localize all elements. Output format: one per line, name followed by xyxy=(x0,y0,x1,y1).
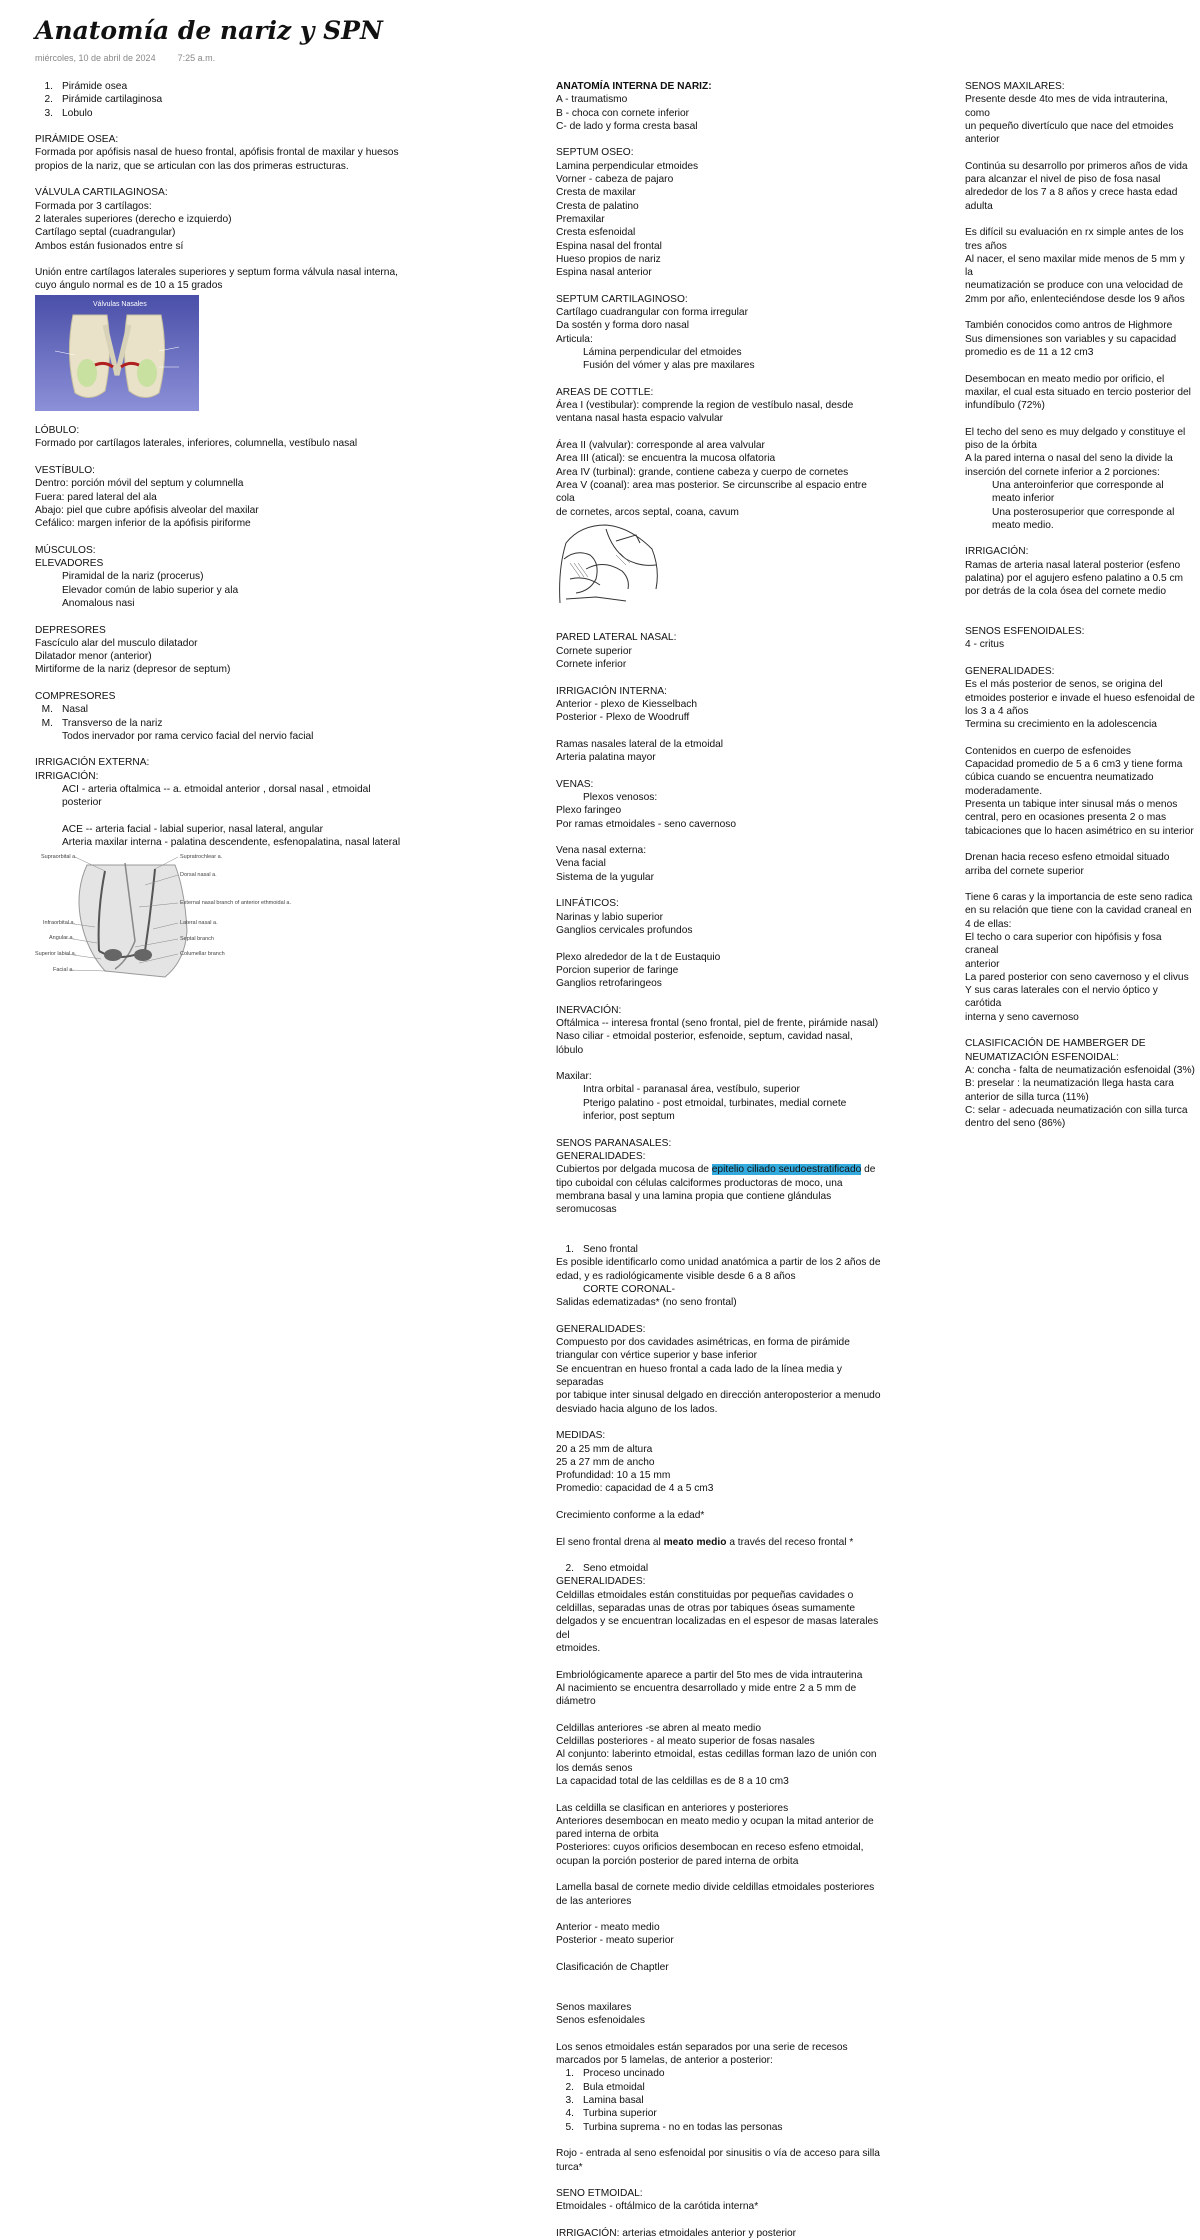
section-heading: IRRIGACIÓN INTERNA: xyxy=(556,685,667,697)
list-item: M. Transverso de la nariz xyxy=(41,717,163,729)
nasal-cavity-sketch xyxy=(556,519,662,605)
diagram-label: Facial a. xyxy=(53,966,74,973)
diagram-label: Lateral nasal a. xyxy=(180,919,218,926)
section-heading: MÚSCULOS: xyxy=(35,544,96,556)
section-heading: SENOS MAXILARES: xyxy=(965,81,1065,92)
section-heading: SEPTUM OSEO: xyxy=(556,147,634,159)
page-time: 7:25 a.m. xyxy=(177,53,216,63)
section-heading: PARED LATERAL NASAL: xyxy=(556,632,677,644)
list-item: 5. Turbina suprema - no en todas las personas xyxy=(565,2121,783,2133)
list-item: 3. Lobulo xyxy=(44,107,93,119)
page-title: Anatomía de nariz y SPN xyxy=(35,16,383,45)
section-heading: SENOS PARANASALES: xyxy=(556,1137,672,1149)
diagram-label: Septal branch xyxy=(180,935,214,942)
section-heading: VENAS: xyxy=(556,778,594,790)
diagram-label: Supraorbital a. xyxy=(41,853,77,860)
list-item: 4. Turbina superior xyxy=(565,2108,657,2120)
section-heading: MEDIDAS: xyxy=(556,1430,606,1442)
section-heading: IRRIGACIÓN EXTERNA: xyxy=(35,757,150,769)
figure-title: Válvulas Nasales xyxy=(93,300,147,308)
list-item: 1. Seno frontal xyxy=(565,1244,638,1256)
column-internal-anatomy: ANATOMÍA INTERNA DE NARIZ: A - traumatismo B - choca con cornete inferior C- de lado y forma cresta basal SEPTUM OSEO: Lamina perpendicular etmoides Vorner - cabeza de pajaro Cresta de maxilar Cresta de palatino Premaxilar Cresta esfenoidal Espina nasal del frontal Hueso propios de nariz Espina nasal anterior SEPTUM CARTILAGINOSO: Cartílago cuadrangular con forma irregular Da sostén y forma doro nasal Articula: Lámina perpendicular del etmoides Fusión del vómer y alas pre maxilares AREAS DE COTTLE: Área I (vestibular): comprende la region de vestíbulo nasal, desde ventana nasal hasta espacio valvular Área II (valvular): corresponde al area valvular Area III (atical): se encuentra la mucosa olfatoria Area IV (turbinal): grande, contiene cabeza y cuerpo de cornetes Area V (coanal): area mas posterior. Se circunscribe al espacio entre cola de cornetes, arcos septal, coana, cavum PARED LATERAL NASAL: Cornete superior Cornete inferior IRRIGACIÓN INTERNA: Anterior - plexo de Kiesselbach Posterior - Plexo de Woodruff Ramas nasales lateral de la etmoidal Arteria palatina mayor VENAS: Plexos venosos: Plexo faringeo Por ramas etmoidales - seno cavernoso Vena nasal externa: Vena facial Sistema de la yugular LINFÁTICOS: Narinas y labio superior Ganglios cervicales profundos Plexo alrededor de la t de Eustaquio Porcion superior de faringe Ganglios retrofaringeos INERVACIÓN: Oftálmica -- interesa frontal (seno frontal, piel de frente, pirámide nasal) Naso ciliar - etmoidal posterior, esfenoide, septum, cavidad nasal, lóbulo Maxilar: Intra orbital - paranasal área, vestíbulo, superior Pterigo palatino - post etmoidal, turbinates, medial cornete inferior, post septum SENOS PARANASALES: GENERALIDADES: Cubiertos por delgada mucosa de epitelio ciliado seudoestratificado de tipo cuboidal con células calciformes productoras de moco, una membrana basal y una lamina propia que contiene glándulas seromucosas 1. Seno frontal Es posible identificarlo como unidad anatómica a partir de los 2 años de edad, y es radiológicamente visible desde 6 a 8 años CORTE CORONAL- Salidas edematizadas* (no seno frontal) GENERALIDADES: Compuesto por dos cavidades asimétricas, en forma de pirámide triangular con vértice superior y base inferior Se encuentran en hueso frontal a cada lado de la línea media y separadas por tabique inter sinusal delgado en dirección anteroposterior a menudo desviado hacia alguno de los lados. MEDIDAS: 20 a 25 mm de altura 25 a 27 mm de ancho Profundidad: 10 a 15 mm Promedio: capacidad de 4 a 5 cm3 Crecimiento conforme a la edad* El seno frontal drena al meato medio a través del receso frontal * 2. Seno etmoidal GENERALIDADES: Celdillas etmoidales están constituidas por pequeñas cavidades o celdillas, separadas unas de otras por tabiques óseas sumamente delgados y se encuentran localizadas en el espesor de masas laterales del etmoides. Embriológicamente aparece a partir del 5to mes de vida intrauterina Al nacimiento se encuentra desarrollado y mide entre 2 a 5 mm de diámetro Celdillas anteriores -se abren al meato medio Celdillas posteriores - al meato superior de fosas nasales Al conjunto: laberinto etmoidal, estas cedillas forman lazo de unión con los demás senos La capacidad total de las celdillas es de 8 a 10 cm3 Las celdilla se clasifican en anteriores y posteriores Anteriores desembocan en meato medio y ocupan la mitad anterior de pared interna de orbita Posteriores: cuyos orificios desembocan en receso esfeno etmoidal, ocupan la porción posterior de pared interna de orbita Lamella basal de cornete medio divide celdillas etmoidales posteriores de las anteriores Anterior - meato medio Posterior - meato superior Clasificación de Chaptler Senos maxilares Senos esfenoidales Los senos etmoidales están separados por una serie de recesos marcados por 5 lamelas, de anterior a posterior: 1. Proceso uncinado 2. Bula etmoidal 3. Lamina basal 4. Turbina superior 5. Turbina suprema - no en todas las personas Rojo - entrada al seno esfenoidal por sinusitis o vía de acceso para silla turca* SENO ETMOIDAL: Etmoidales - oftálmico de la carótida interna* IRRIGACIÓN: arterias etmoidales anterior y posterior xyxy=(556,81,881,2240)
list-item: 1. Proceso uncinado xyxy=(565,2068,665,2080)
section-heading: VESTÍBULO: xyxy=(35,464,96,476)
diagram-label: External nasal branch of anterior ethmoidal a. xyxy=(180,899,291,906)
section-heading: GENERALIDADES: xyxy=(556,1576,646,1588)
section-heading: SEPTUM CARTILAGINOSO: xyxy=(556,293,688,305)
column-sinuses: SENOS MAXILARES: Presente desde 4to mes de vida intrauterina, como un pequeño divertículo que nace del etmoides anterior Continúa su desarrollo por primeros años de vida para alcanzar el nivel de piso de fosa nasal alrededor de los 7 a 8 años y crece hasta edad adulta Es difícil su evaluación en rx simple antes de los tres años Al nacer, el seno maxilar mide menos de 5 mm y la neumatización se produce con una velocidad de 2mm por año, enlenteciéndose desde los 9 años También conocidos como antros de Highmore Sus dimensiones son variables y su capacidad promedio es de 11 a 12 cm3 Desembocan en meato medio por orificio, el maxilar, el cual esta situado en tercio posterior del infundíbulo (72%) El techo del seno es muy delgado y constituye el piso de la órbita A la pared interna o nasal del seno la divide la inserción del cornete inferior a 2 porciones: Una anteroinferior que corresponde al meato inferior Una posterosuperior que corresponde al meato medio. IRRIGACIÓN: Ramas de arteria nasal lateral posterior (esfeno palatina) por el agujero esfeno palatino a 0.5 cm por detrás de la cola ósea del cornete medio SENOS ESFENOIDALES: 4 - critus GENERALIDADES: Es el más posterior de senos, se origina del etmoides posterior e invade el hueso esfenoidal de los 3 a 4 años Termina su crecimiento en la adolescencia Contenidos en cuerpo de esfenoides Capacidad promedio de 5 a 6 cm3 y tiene forma cúbica cuando se encuentra neumatizado moderadamente. Presenta un tabique inter sinusal más o menos central, pero en ocasiones presenta 2 o mas tabicaciones que lo hacen asimétrico en su interior Drenan hacia receso esfeno etmoidal situado arriba del cornete superior Tiene 6 caras y la importancia de este seno radica en su relación que tiene con la cavidad craneal en 4 de ellas: El techo o cara superior con hipófisis y fosa craneal anterior La pared posterior con seno cavernoso y el clivus Y sus caras laterales con el nervio óptico y carótida interna y seno cavernoso CLASIFICACIÓN DE HAMBERGER DE NEUMATIZACIÓN ESFENOIDAL: A: concha - falta de neumatización esfenoidal (3%) B: preselar : la neumatización llega hasta cara anterior de silla turca (11%) C: selar - adecuada neumatización con silla turca dentro del seno (86%) xyxy=(965,81,1195,1130)
diagram-label: Supratrochlear a. xyxy=(180,853,223,860)
section-heading: LÓBULO: xyxy=(35,425,80,437)
page-timestamp xyxy=(35,52,215,65)
diagram-label: Columellar branch xyxy=(180,950,225,957)
diagram-label: Angular a. xyxy=(49,934,75,941)
column-external-anatomy: 1. Pirámide osea 2. Pirámide cartilaginosa 3. Lobulo PIRÁMIDE OSEA: Formada por apófisis nasal de hueso frontal, apófisis frontal de maxilar y huesos propios de la nariz, que se articulan con las dos primeras estructuras. VÁLVULA CARTILAGINOSA: Formada por 3 cartílagos: 2 laterales superiores (derecho e izquierdo) Cartílago septal (cuadrangular) Ambos están fusionados entre sí Unión entre cartílagos laterales superiores y septum forma válvula nasal interna, cuyo ángulo normal es de 10 a 15 grados Válvulas Nasales LÓBULO: Formado por cartílagos laterales, inferiores, columnella, vestíbulo nasal VESTÍBULO: Dentro: porción móvil del septum y columnella Fuera: pared lateral del ala Abajo: piel que cubre apófisis alveolar del maxilar Cefálico: margen inferior de la apófisis piriforme MÚSCULOS: ELEVADORES Piramidal de la nariz (procerus) Elevador común de labio superior y ala Anomalous nasi DEPRESORES Fascículo alar del musculo dilatador Dilatador menor (anterior) Mirtiforme de la nariz (depresor de septum) COMPRESORES M. Nasal M. Transverso de la nariz Todos inervador por rama cervico facial del nervio facial IRRIGACIÓN EXTERNA: IRRIGACIÓN: ACI - arteria oftalmica -- a. etmoidal anterior , dorsal nasal , etmoidal posterior ACE -- arteria facial - labial superior, nasal lateral, angular Arteria maxilar interna - palatina descendente, esfenopalatina, nasal lateral Supraorbital a. Supratrochlear a. Dorsal nasal a. External nasal branch of anterior ethmoidal a. Infraorbital a. Lateral nasal a. Angular a. Septal branch Superior labial a. Columellar branch Facial a. xyxy=(35,80,405,987)
diagram-label: Superior labial a. xyxy=(35,950,77,957)
section-heading: AREAS DE COTTLE: xyxy=(556,386,654,398)
section-heading: SENOS ESFENOIDALES: xyxy=(965,626,1085,638)
list-item: 2. Seno etmoidal xyxy=(565,1563,649,1575)
list-item: 3. Lamina basal xyxy=(565,2095,644,2107)
diagram-label: Infraorbital a. xyxy=(43,919,76,926)
section-heading: SENO ETMOIDAL: xyxy=(556,2188,643,2200)
highlighted-text: epitelio ciliado seudoestratificado xyxy=(711,1164,862,1176)
section-heading: LINFÁTICOS: xyxy=(556,898,619,910)
page-date: miércoles, 10 de abril de 2024 xyxy=(35,53,156,63)
section-heading: INERVACIÓN: xyxy=(556,1004,622,1016)
list-item: 2. Pirámide cartilaginosa xyxy=(44,94,163,106)
section-heading: PIRÁMIDE OSEA: xyxy=(35,134,119,146)
nose-arteries-diagram xyxy=(35,851,291,987)
nasal-valves-image xyxy=(35,295,199,411)
section-heading: IRRIGACIÓN: xyxy=(965,546,1029,558)
section-heading: CLASIFICACIÓN DE HAMBERGER DE xyxy=(965,1038,1146,1050)
diagram-label: Dorsal nasal a. xyxy=(180,871,217,878)
section-heading: VÁLVULA CARTILAGINOSA: xyxy=(35,187,168,199)
list-item: 2. Bula etmoidal xyxy=(565,2081,645,2093)
section-heading: GENERALIDADES: xyxy=(965,666,1055,678)
list-item: 1. Pirámide osea xyxy=(44,81,128,92)
list-item: M. Nasal xyxy=(41,704,89,716)
section-heading: ANATOMÍA INTERNA DE NARIZ: xyxy=(556,81,712,92)
section-heading: GENERALIDADES: xyxy=(556,1323,646,1335)
